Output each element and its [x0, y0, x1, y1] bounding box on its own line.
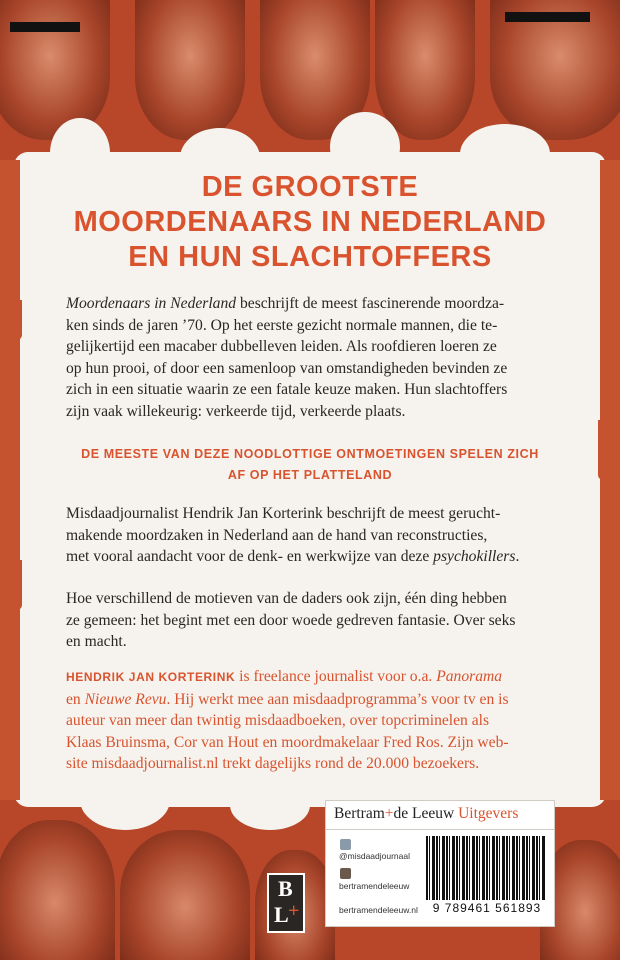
italic-term: psychokillers: [433, 548, 516, 565]
text-line: site misdaadjournalist.nl trekt dagelijks rond de 20.000 bezoekers.: [66, 755, 480, 772]
publisher-name: [334, 805, 518, 823]
twitter-handle: @misdaadjournaal: [339, 851, 411, 861]
text-line: op hun prooi, of door een samenloop van omstandigheden bevinden ze: [66, 359, 508, 377]
page-title: [0, 170, 620, 275]
instagram-handle: bertramendeleeuw: [339, 881, 410, 891]
book-title-italic: Moordenaars in Nederland: [66, 295, 237, 312]
text-line: gelijkertijd een macaber dubbelleven leiden. Als roofdieren loeren ze: [66, 338, 497, 355]
twitter-icon: [340, 839, 351, 850]
text-span: Uitgevers: [458, 805, 519, 822]
text-line: [66, 689, 556, 711]
text-span: .: [515, 548, 520, 565]
text-line: Misdaadjournalist Hendrik Jan Korterink beschrijft de meest gerucht-: [66, 505, 501, 522]
logo-letter: B: [278, 876, 293, 901]
portrait-photo: [135, 0, 245, 140]
author-bio-paragraph: [66, 666, 556, 775]
text-line: en macht.: [66, 633, 127, 650]
splatter-drip: [598, 420, 608, 480]
author-name: HENDRIK JAN KORTERINK: [66, 670, 236, 684]
text-line: makende moordzaken in Nederland aan de hand van reconstructies,: [66, 526, 488, 544]
text-span: de Leeuw: [393, 805, 459, 822]
subheading: [60, 444, 560, 486]
author-intro-paragraph: [66, 503, 556, 568]
magazine-name: Panorama: [436, 668, 503, 685]
subheading-line: DE MEESTE VAN DEZE NOODLOTTIGE ONTMOETINGEN SPELEN ZICH: [81, 447, 539, 461]
text-line: zich in een situatie waarin ze een fatale keuze maken. Hun slachtoffers: [66, 381, 508, 398]
text-line: auteur van meer dan twintig misdaadboeken, over topcriminelen als: [66, 712, 490, 729]
logo-plus: +: [288, 900, 300, 922]
logo-letter: L: [274, 902, 289, 927]
website-url: bertramendeleeuw.nl: [339, 905, 418, 915]
splatter-edge: [230, 780, 310, 830]
text-span: +: [384, 805, 394, 822]
title-line: MOORDENAARS IN NEDERLAND: [73, 206, 547, 238]
text-line: ze gemeen: het begint met een door woede gedreven fantasie. Over seks: [66, 611, 516, 629]
splatter-drip: [12, 560, 22, 610]
title-line: DE GROOTSTE: [201, 171, 419, 203]
publisher-logo: [267, 873, 305, 933]
subheading-line: AF OP HET PLATTELAND: [227, 468, 393, 482]
motive-paragraph: [66, 588, 556, 653]
splatter-edge: [80, 770, 170, 830]
text-span: Bertram: [334, 805, 385, 822]
intro-paragraph: [66, 293, 556, 422]
magazine-name: Nieuwe Revu: [84, 690, 167, 708]
text-line: [66, 293, 556, 315]
title-line: EN HUN SLACHTOFFERS: [128, 241, 492, 273]
text-line: Hoe verschillend de motieven van de daders ook zijn, één ding hebben: [66, 590, 507, 607]
censor-bar: [10, 22, 80, 32]
text-line: [66, 666, 556, 689]
isbn-number: 9 789461 561893: [432, 901, 542, 915]
portrait-photo: [0, 820, 115, 960]
text-line: ken sinds de jaren ’70. Op het eerste gezicht normale mannen, die te-: [66, 316, 498, 334]
splatter-drip: [12, 300, 22, 340]
instagram-icon: [340, 868, 351, 879]
text-span: beschrijft de meest fascinerende moordza-: [236, 295, 505, 312]
text-line: [66, 546, 556, 568]
text-span: is freelance journalist voor o.a.: [235, 668, 437, 685]
censor-bar: [505, 12, 590, 22]
isbn-barcode: [426, 836, 546, 900]
text-span: . Hij werkt mee aan misdaadprogramma’s voor tv en is: [166, 690, 509, 708]
publisher-box: [325, 800, 555, 927]
text-span: met vooral aandacht voor de denk- en werkwijze van deze: [66, 548, 434, 565]
portrait-photo: [0, 0, 110, 140]
text-span: en: [66, 690, 85, 708]
text-line: zijn vaak willekeurig: verkeerde tijd, verkeerde plaats.: [66, 402, 406, 420]
portrait-photo: [375, 0, 475, 140]
text-line: Klaas Bruinsma, Cor van Hout en moordmakelaar Fred Ros. Zijn web-: [66, 733, 509, 751]
portrait-photo: [120, 830, 250, 960]
divider: [326, 829, 554, 830]
